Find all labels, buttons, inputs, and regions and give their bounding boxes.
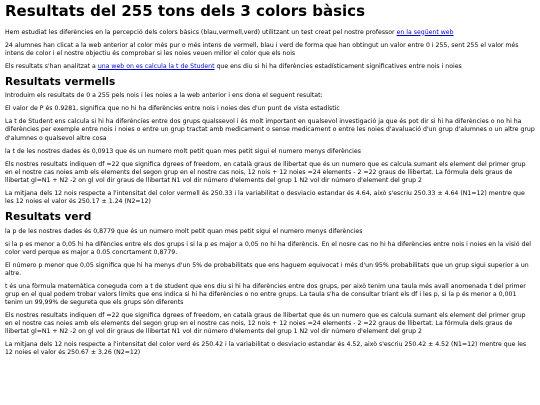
red-intro: Introduim els resultats de 0 a 255 pels nois i les noies a la web anterior i ens dona el seguent resultat: [5,92,323,100]
green-p-value: la p de les nostres dades és 0,8779 que és un numero molt petit quan mes petit sigui el numero menys diferències [5,227,363,235]
green-means: La mitjana dels 12 nois respecte a l'intensitat del color verd és 250.42 i la variabilitat o desviacio estandar és 4.52, això s'escriu 250.42 ± 4.52 (N1=12) mentre que les 12 noies el valor és 250.67 ± 3.26 (N2=12) [5,341,527,357]
green-degrees-of-freedom: Els nostres resultats indiquen df =22 que significa dgrees of freedom, en català graus de llibertat que és un numero que es calcula sumant els element del primer grup en el nostre cas noies amb els elements del segon grup en el nostre cas nois, 12 nois + 12 noies =24 elements - 2 =22 graus de llibertat. La fórmula dels graus de llibertat gl=N1 + N2 -2 on gl vol dir graus de llibertat N1 vol dir número d'elements del grup 1 N2 vol dir número d'element del grup 2 [5,312,526,336]
green-t-explanation: t és una fòrmula matemàtica coneguda com a t de student que ens diu si hi ha diferències entre dos grups, per això tenim una taula més avall anomenada t del primer grup en el qual podem trobar valors límits que ens indica si hi ha diferències o no entre grups. La taula s'ha de consultar triant els df i les p, si la p és menor a 0,001 tenim un 99,99% de segureta que els grups són diferents [5,282,526,306]
page-title: Resultats del 255 tons dels 3 colors bàsics [5,2,365,20]
test-web-link[interactable]: en la següent web [396,28,454,36]
green-results-heading: Resultats verd [5,210,92,223]
green-p-threshold: El número p menor que 0,05 significa que hi ha menys d'un 5% de probabilitats que ens haguem equivocat i més d'un 95% probabilitats que un grup sigui superior a un altre. [5,261,529,277]
green-p-interpretation: si la p es menor a 0,05 hi ha difències entre els dos grups i si la p es major a 0,05 no hi ha diferèncis. En el nosre cas no hi ha diferències entre nois i noies en la visió del color verd perque es major a 0.05 concrtament 0,8779. [5,240,531,256]
participants-paragraph: 24 alumnes han clicat a la web anterior al color més pur o més intens de vermell, blau i verd de forma que han obtingut un valor entre 0 i 255, sent 255 el valor més intens de color i el nostre objectiu és comprobar si les noies veuen millor el color que els nois [5,41,519,57]
red-t-value: la t de les nostres dades és 0,0913 que és un numero molt petit quan mes petit sigui el numero menys diferències [5,147,361,155]
red-t-explanation: La t de Student ens calcula si hi ha diferències entre dos grups qualssevol i és molt important en qualsevol investigació ja que és pot dir si hi ha diferències o no hi ha diferències per exemple entre nois i noies o entre un grup tractat amb medicament o sense medicament o entre les noies d'avaluació d'un grup d'alumnes o un altre grup d'alumnes o qualsevol altre cosa [5,118,535,142]
analysis-before: Els resultats s'han analitzat a [5,62,98,70]
red-means: La mitjana dels 12 nois respecte a l'intensitat del color vermell és 250.33 i la variabilitat o desviacio estandar és 4.64, això s'escriu 250.33 ± 4.64 (N1=12) mentre que les 12 noies el valor és 250.17 ± 1.24 (N2=12) [5,189,525,205]
red-p-value: El valor de P és 0.9281, significa que no hi ha diferències entre nois i noies des d'un punt de vista estadístic [5,105,340,113]
analysis-paragraph [5,63,535,71]
red-degrees-of-freedom: Els nostres resultats indiquen df =22 que significa dgrees of freedom, en català graus de llibertat que és un numero que es calcula sumant els element del primer grup en el nostre cas noies amb els elements del segon grup en el nostre cas nois, 12 nois + 12 noies =24 elements - 2 =22 graus de llibertat. La fórmula dels graus de llibertat gl=N1 + N2 -2 on gl vol dir graus de llibertat N1 vol dir número d'elements del grup 1 N2 vol dir número d'element del grup 2 [5,160,526,184]
student-t-link[interactable]: una web on es calcula la t de Student [97,62,215,70]
red-results-heading: Resultats vermells [5,75,116,88]
intro-text: Hem estudiat les diferències en la percepció dels colors bàsics (blau,vermell,verd) utilitzant un test creat pel nostre professor [5,28,397,36]
intro-paragraph [5,29,535,37]
analysis-after: que ens diu si hi ha diferències estadísticament significatives entre nois i noies [214,62,462,70]
